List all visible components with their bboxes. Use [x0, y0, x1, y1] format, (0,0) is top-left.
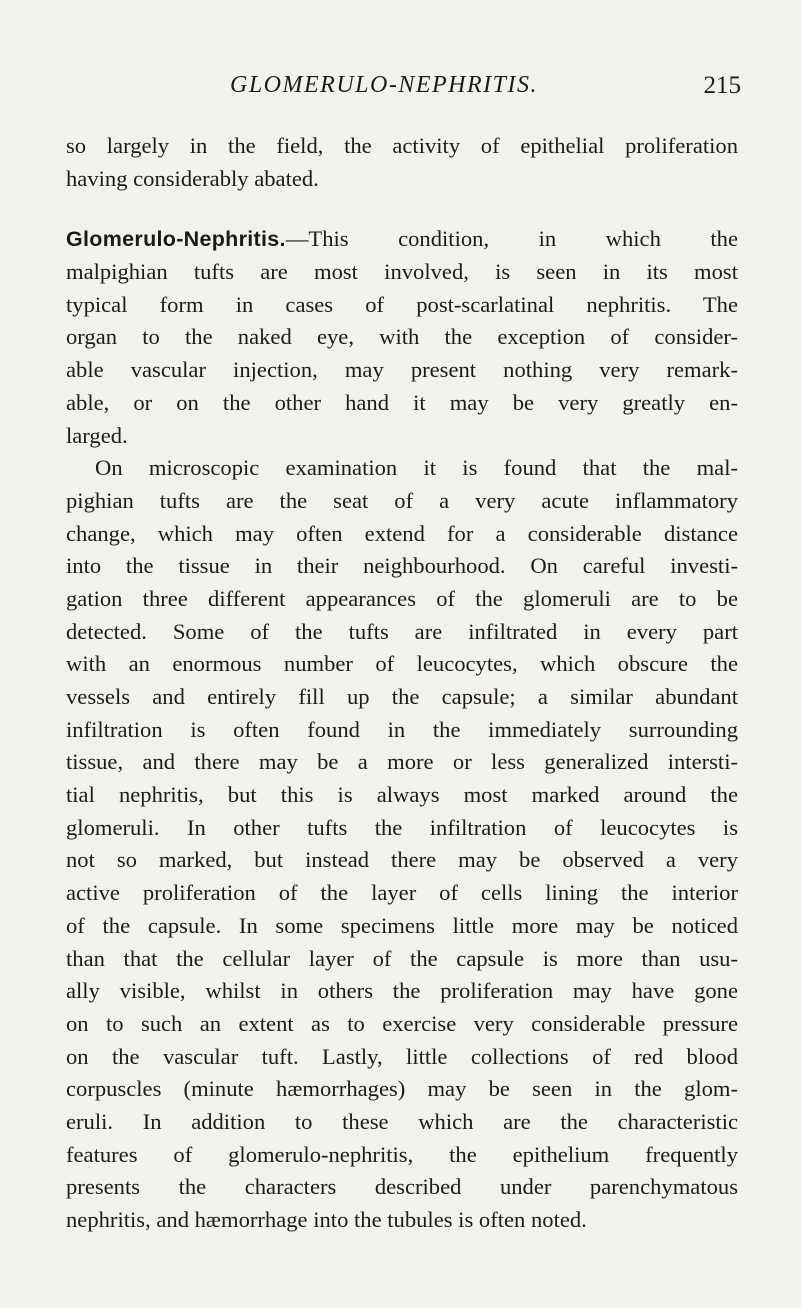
paragraph-glomerulo-nephritis — [66, 223, 738, 452]
text-line: corpuscles (minute hæmorrhages) may be seen in the glom- — [66, 1076, 738, 1102]
text-line: larged. — [66, 422, 128, 448]
text-line: pighian tufts are the seat of a very acute inflammatory — [66, 487, 738, 513]
text-line: ally visible, whilst in others the proliferation may have gone — [66, 978, 738, 1004]
running-title: GLOMERULO-NEPHRITIS. — [230, 72, 538, 98]
text-line: organ to the naked eye, with the exception of consider- — [66, 324, 738, 350]
text-line: glomeruli. In other tufts the infiltration of leucocytes is — [66, 814, 738, 840]
section-heading: Glomerulo-Nephritis. — [66, 227, 286, 252]
heading-run-in-text: —This condition, in which the — [285, 226, 738, 252]
paragraph-continuation — [66, 130, 738, 195]
text-line — [66, 223, 738, 256]
paragraph-microscopic-examination — [66, 452, 738, 1237]
text-line: on to such an extent as to exercise very considerable pressure — [66, 1010, 738, 1036]
text-line: with an enormous number of leucocytes, which obscure the — [66, 651, 738, 677]
text-line: than that the cellular layer of the capsule is more than usu- — [66, 945, 738, 971]
text-line: eruli. In addition to these which are the characteristic — [66, 1108, 738, 1134]
text-line: presents the characters described under parenchymatous — [66, 1174, 738, 1200]
text-line: detected. Some of the tufts are infiltrated in every part — [66, 618, 738, 644]
text-line: change, which may often extend for a considerable distance — [66, 520, 738, 546]
text-line: typical form in cases of post-scarlatinal nephritis. The — [66, 291, 738, 317]
page-number: 215 — [703, 72, 741, 99]
text-line: of the capsule. In some specimens little more may be noticed — [66, 912, 738, 938]
text-line: infiltration is often found in the immediately surrounding — [66, 716, 738, 742]
paragraph-gap — [66, 195, 738, 223]
text-line: tissue, and there may be a more or less generalized intersti- — [66, 749, 738, 775]
text-line: malpighian tufts are most involved, is seen in its most — [66, 259, 738, 285]
text-line: active proliferation of the layer of cells lining the interior — [66, 880, 738, 906]
body-text — [66, 130, 738, 1237]
text-line: On microscopic examination it is found that the mal- — [95, 455, 738, 481]
text-line: features of glomerulo-nephritis, the epithelium frequently — [66, 1141, 738, 1167]
text-line: so largely in the field, the activity of epithelial proliferation — [66, 133, 738, 158]
running-head — [230, 72, 741, 106]
text-line: not so marked, but instead there may be observed a very — [66, 847, 738, 873]
text-line: able, or on the other hand it may be very greatly en- — [66, 389, 738, 415]
text-line: vessels and entirely fill up the capsule; a similar abundant — [66, 684, 738, 709]
text-line: able vascular injection, may present nothing very remark- — [66, 357, 738, 383]
text-line: having considerably abated. — [66, 165, 319, 191]
text-line: on the vascular tuft. Lastly, little collections of red blood — [66, 1043, 738, 1069]
text-line: gation three different appearances of the glomeruli are to be — [66, 585, 738, 611]
text-line: nephritis, and hæmorrhage into the tubules is often noted. — [66, 1207, 587, 1232]
text-line: into the tissue in their neighbourhood. On careful investi- — [66, 553, 738, 579]
text-line: tial nephritis, but this is always most marked around the — [66, 782, 738, 808]
